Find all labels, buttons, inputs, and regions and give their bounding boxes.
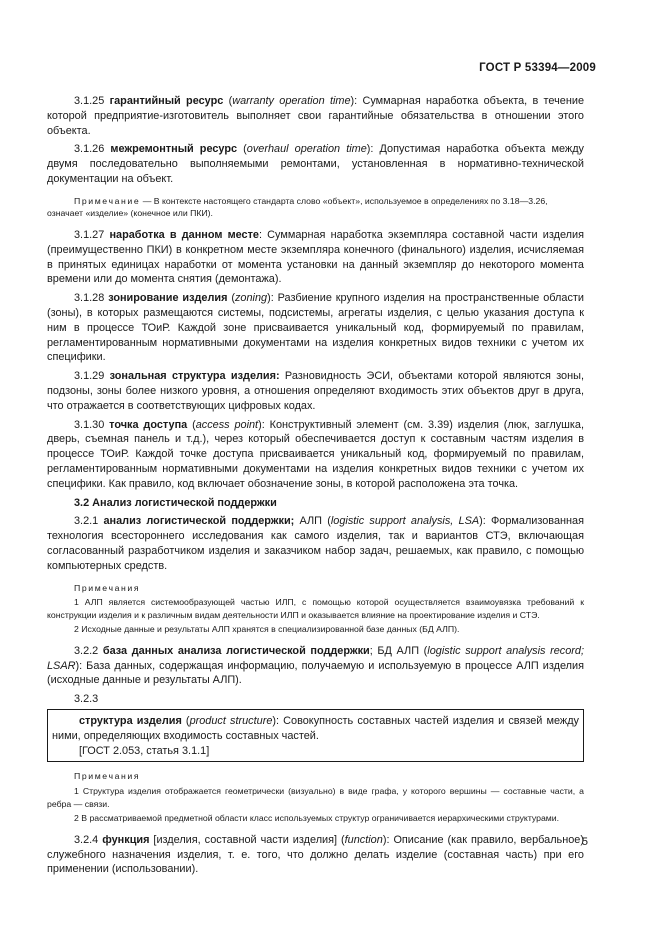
note: Примечание — В контексте настоящего стандарта слово «объект», используемое в определениях по 3.18—3.26, означает «изделие» (конечное или ПКИ). (47, 195, 548, 219)
document-header: ГОСТ Р 53394—2009 (479, 62, 596, 74)
term-english: logistic support analysis record; LSAR (47, 644, 585, 672)
term-name: зональная структура изделия: (109, 370, 280, 383)
term-3-2-1: 3.2.1 анализ логистической поддержки; АЛП (logistic support analysis, LSA): Формализованная технология всестороннего исследования как самого изделия, так и вариантов СТЭ, включающая согласованный разработчиком изделия и заказчиком набор задач, решаемых, как правило, с помощью компьютерных средств. (47, 515, 585, 572)
term-name: межремонтный ресурс (110, 143, 238, 156)
term-3-1-27: 3.1.27 наработка в данном месте: Суммарная наработка экземпляра составной части изделия (преимущественно ПКИ) в конкретном месте экземпляра конечного (финального) изделия, исчисляемая в принятых единицах наработки от момента установки на данный экземпляр до некоторого момента времени или до момента снятия (демонтажа). (47, 228, 584, 286)
term-name: база данных анализа логистической поддержки (102, 644, 370, 657)
notes (47, 582, 584, 636)
term-3-1-25: 3.1.25 гарантийный ресурс (warranty operation time): Суммарная наработка объекта, в течение которой предприятие-изготовитель выполняет свои гарантийные обязательства в отношении этого объекта. (47, 95, 585, 137)
term-english: warranty operation time (232, 95, 351, 107)
term-number: 3.2.3 (74, 693, 99, 706)
document-body (47, 94, 584, 881)
term-3-1-28: 3.1.28 зонирование изделия (zoning): Разбиение крупного изделия на пространственные области (зоны), в которых размещаются системы, подсистемы, агрегаты изделия, с целью указания доступа к ним в процессе ТОиР. Каждой зоне присваивается уникальный код, формируемый по правилам, регламентированным нормативными документами на изделия конкретных видов техники с учетом их специфики. (47, 292, 584, 364)
term-name: точка доступа (109, 418, 188, 431)
source-reference: [ГОСТ 2.053, статья 3.1.1] (79, 744, 210, 757)
term-name: структура изделия (79, 715, 182, 728)
term-english: logistic support analysis, LSA (330, 515, 480, 528)
page-number: 5 (581, 836, 588, 848)
term-3-1-26: 3.1.26 межремонтный ресурс (overhaul operation time): Допустимая наработка объекта между двумя последовательно выполняемыми ремонтами, установленная в нормативно-технической документации на объект. (47, 143, 585, 185)
reference-box (47, 709, 584, 762)
term-3-2-4: 3.2.4 функция [изделия, составной части изделия] (function): Описание (как правило, вербальное) служебного назначения изделия, т. е. того, что должно делать изделие (составная часть) при его применении (использовании). (47, 833, 584, 876)
note-item: 2 Исходные данные и результаты АЛП хранятся в специализированной базе данных (БД АЛП). (74, 624, 460, 635)
notes-label: Примечания (74, 582, 141, 593)
term-name: наработка в данном месте (109, 228, 259, 241)
term-3-2-2: 3.2.2 база данных анализа логистической поддержки; БД АЛП (logistic support analysis record; LSAR): База данных, содержащая информацию, получаемую и используемую в процессе АЛП изделия (исходные данные и результаты АЛП). (47, 644, 585, 687)
term-english: product structure (189, 715, 273, 728)
term-english: zoning (234, 292, 268, 305)
note-item: 1 Структура изделия отображается геометрически (визуально) в виде графа, у которого вершины — составные части, а ребра — связи. (47, 786, 584, 809)
term-english: overhaul operation time (246, 143, 367, 156)
term-3-2-3: структура изделия (product structure): Совокупность составных частей изделия и связей между ними, определяющих входимость составных частей. (52, 715, 579, 742)
note-item: 2 В рассматриваемой предметной области класс используемых структур ограничивается иерархическими структурами. (74, 813, 560, 824)
term-name: функция (102, 833, 150, 846)
term-name: анализ логистической поддержки; (103, 515, 295, 528)
section-heading: 3.2 Анализ логистической поддержки (74, 496, 277, 509)
notes (47, 770, 584, 824)
term-name: зонирование изделия (108, 292, 228, 305)
term-3-1-29: 3.1.29 зональная структура изделия: Разновидность ЭСИ, объектами которой являются зоны, подзоны, зоны более низкого уровня, а отношения определяют входимость этих объектов друг в друга, что отражается в соответствующих цифровых кодах. (47, 370, 584, 412)
term-name: гарантийный ресурс (109, 95, 224, 107)
term-english: function (344, 833, 383, 846)
note-item: 1 АЛП является системообразующей частью ИЛП, с помощью которой осуществляется взаимоувязка требований к конструкции изделия и к различным видам деятельности ИЛП и оказывается влияние на проектирование изделия и СТЭ. (47, 597, 584, 620)
notes-label: Примечания (74, 771, 141, 782)
term-english: access point (195, 418, 259, 431)
term-3-1-30: 3.1.30 точка доступа (access point): Конструктивный элемент (см. 3.39) изделия (люк, заглушка, дверь, съемная панель и т.д.), через который обеспечивается доступ к составным частям изделия в процессе ТОиР. Каждой точке доступа присваивается уникальный код, формируемый по правилам, регламентированным нормативными документами на изделия конкретных видов техники с учетом их специфики. Как правило, код включает обозначение зоны, в которой расположена эта точка. (47, 418, 584, 490)
